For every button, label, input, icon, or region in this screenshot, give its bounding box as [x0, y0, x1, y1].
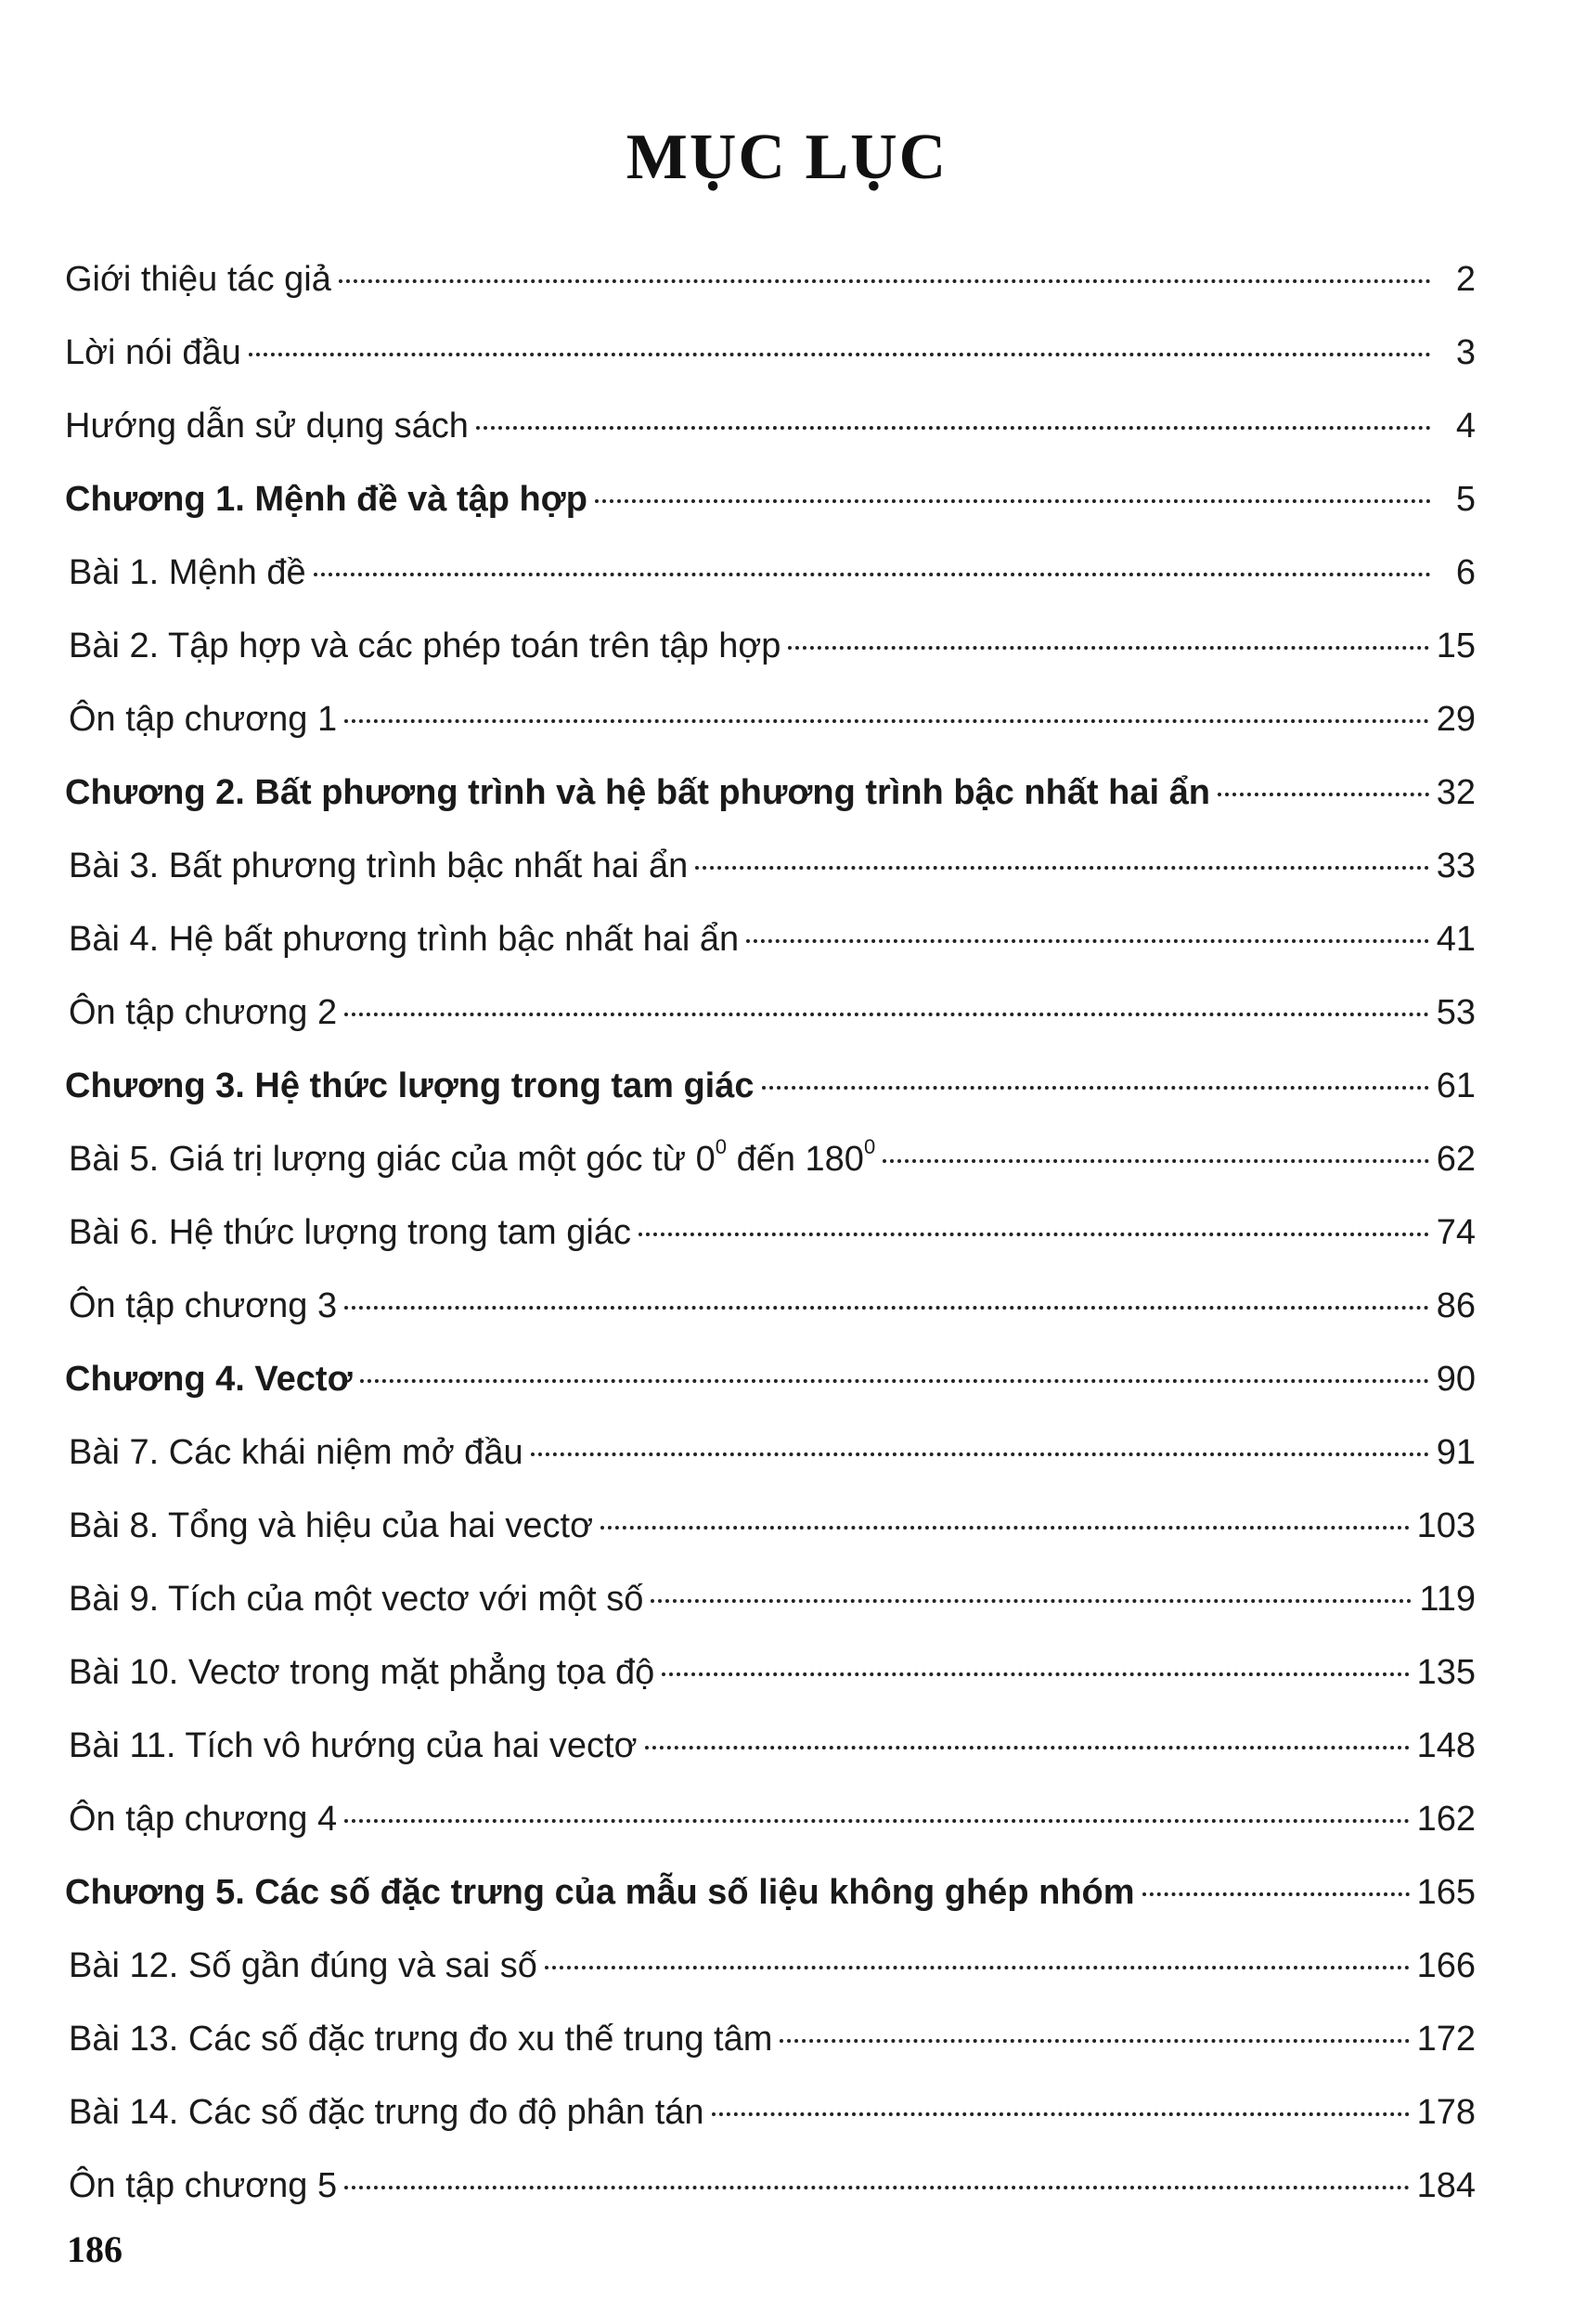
- dot-leader: [639, 1233, 1429, 1236]
- toc-entry: [65, 830, 1476, 903]
- toc-entry-title: Bài 4. Hệ bất phương trình bậc nhất hai ẩn: [69, 920, 740, 959]
- toc-entry: [65, 2003, 1476, 2076]
- toc-entry: [65, 1636, 1476, 1710]
- toc-entry-title: Ôn tập chương 5: [69, 2166, 338, 2205]
- toc-entry-page: 119: [1419, 1580, 1476, 1619]
- toc-entry-page: 29: [1436, 700, 1476, 739]
- dot-leader: [314, 573, 1431, 576]
- toc-entry-page: 33: [1436, 846, 1476, 885]
- toc-entry-title: Bài 6. Hệ thức lượng trong tam giác: [69, 1213, 631, 1252]
- dot-leader: [595, 499, 1431, 503]
- toc-entry-page: 86: [1436, 1286, 1476, 1325]
- toc-entry-page: 135: [1416, 1653, 1476, 1692]
- dot-leader: [645, 1746, 1410, 1749]
- toc-entry: [65, 1123, 1476, 1196]
- toc-entry: [65, 316, 1476, 390]
- toc-entry: [65, 2076, 1476, 2150]
- dot-leader: [545, 1966, 1410, 1969]
- toc-chapter-entry: [65, 463, 1476, 536]
- toc-entry-title: Bài 11. Tích vô hướng của hai vectơ: [69, 1726, 638, 1765]
- toc-entry-page: 2: [1455, 260, 1476, 299]
- toc-entry: [65, 1196, 1476, 1270]
- toc-entry: [65, 976, 1476, 1050]
- dot-leader: [339, 279, 1431, 283]
- toc-entry-page: 166: [1416, 1946, 1476, 1985]
- toc-entry-page: 172: [1416, 2020, 1476, 2059]
- toc-entry-title: Bài 8. Tổng và hiệu của hai vectơ: [69, 1506, 594, 1545]
- toc-entry-title: Chương 4. Vectơ: [65, 1360, 353, 1399]
- dot-leader: [712, 2112, 1410, 2116]
- toc-entry-page: 32: [1436, 773, 1476, 812]
- toc-entry-title: [69, 1123, 875, 1196]
- toc-entry: [65, 903, 1476, 976]
- toc-entry-title: Bài 14. Các số đặc trưng đo độ phân tán: [69, 2093, 704, 2132]
- toc-entry-page: 91: [1436, 1433, 1476, 1472]
- toc-entry-title: Giới thiệu tác giả: [65, 260, 331, 299]
- toc-entry-title: Bài 3. Bất phương trình bậc nhất hai ẩn: [69, 846, 689, 885]
- toc-entry-page: 178: [1416, 2093, 1476, 2132]
- toc-entry: [65, 2150, 1476, 2223]
- toc-entry-title: Bài 10. Vectơ trong mặt phẳng tọa độ: [69, 1653, 655, 1692]
- page-title: MỤC LỤC: [626, 122, 948, 193]
- dot-leader: [746, 939, 1429, 943]
- degree-superscript: 0: [715, 1135, 728, 1159]
- toc-entry: [65, 1930, 1476, 2003]
- toc-chapter-entry: [65, 1343, 1476, 1416]
- toc-entry-page: 184: [1416, 2166, 1476, 2205]
- toc-entry-title-part: Bài 5. Giá trị lượng giác của một góc từ 0: [69, 1140, 716, 1179]
- toc-entry-title: Ôn tập chương 2: [69, 993, 338, 1032]
- toc-entry-title: Chương 3. Hệ thức lượng trong tam giác: [65, 1066, 755, 1105]
- table-of-contents: [65, 243, 1476, 2223]
- dot-leader: [695, 866, 1428, 870]
- toc-entry-title: Bài 7. Các khái niệm mở đầu: [69, 1433, 523, 1472]
- toc-entry-title: Hướng dẫn sử dụng sách: [65, 407, 469, 445]
- toc-entry-title: Bài 9. Tích của một vectơ với một số: [69, 1580, 644, 1619]
- dot-leader: [360, 1379, 1429, 1383]
- toc-entry-page: 4: [1455, 407, 1476, 445]
- dot-leader: [651, 1599, 1412, 1603]
- toc-entry-title: Bài 13. Các số đặc trưng đo xu thế trung tâm: [69, 2020, 773, 2059]
- toc-entry-page: 41: [1436, 920, 1476, 959]
- toc-entry: [65, 1490, 1476, 1563]
- toc-entry-page: 62: [1436, 1140, 1476, 1179]
- toc-entry-page: 6: [1455, 553, 1476, 592]
- toc-entry: [65, 243, 1476, 316]
- dot-leader: [780, 2039, 1409, 2043]
- toc-entry-page: 15: [1436, 626, 1476, 665]
- toc-chapter-entry: [65, 756, 1476, 830]
- toc-entry-title: Lời nói đầu: [65, 333, 241, 372]
- dot-leader: [1218, 793, 1429, 796]
- toc-entry: [65, 1416, 1476, 1490]
- dot-leader: [662, 1672, 1409, 1676]
- toc-entry-title: Chương 2. Bất phương trình và hệ bất phương trình bậc nhất hai ẩn: [65, 773, 1210, 812]
- toc-entry-title: Bài 2. Tập hợp và các phép toán trên tập hợp: [69, 626, 781, 665]
- toc-entry-page: 148: [1416, 1726, 1476, 1765]
- toc-entry-page: 53: [1436, 993, 1476, 1032]
- dot-leader: [883, 1159, 1429, 1163]
- toc-entry-title: Bài 12. Số gần đúng và sai số: [69, 1946, 537, 1985]
- page-number: 186: [67, 2228, 123, 2270]
- toc-entry-title: Ôn tập chương 1: [69, 700, 338, 739]
- toc-entry-page: 74: [1436, 1213, 1476, 1252]
- degree-superscript: 0: [863, 1135, 876, 1159]
- toc-entry-page: 162: [1416, 1800, 1476, 1839]
- toc-entry: [65, 1270, 1476, 1343]
- toc-entry-page: 103: [1416, 1506, 1476, 1545]
- toc-entry-title: Ôn tập chương 4: [69, 1800, 338, 1839]
- dot-leader: [788, 646, 1428, 650]
- toc-chapter-entry: [65, 1050, 1476, 1123]
- toc-chapter-entry: [65, 1856, 1476, 1930]
- toc-entry: [65, 390, 1476, 463]
- dot-leader: [600, 1526, 1410, 1530]
- dot-leader: [1142, 1892, 1410, 1896]
- dot-leader: [344, 2186, 1410, 2189]
- dot-leader: [476, 426, 1431, 430]
- toc-entry: [65, 1563, 1476, 1636]
- toc-entry: [65, 610, 1476, 683]
- dot-leader: [762, 1086, 1429, 1090]
- toc-entry-page: 90: [1436, 1360, 1476, 1399]
- toc-entry-title: Bài 1. Mệnh đề: [69, 553, 306, 592]
- toc-entry: [65, 1710, 1476, 1783]
- toc-entry-title-part: đến 180: [727, 1140, 864, 1179]
- dot-leader: [344, 1306, 1429, 1310]
- toc-entry: [65, 536, 1476, 610]
- toc-entry-title: Chương 1. Mệnh đề và tập hợp: [65, 480, 587, 519]
- toc-entry-page: 61: [1436, 1066, 1476, 1105]
- toc-entry-title: Chương 5. Các số đặc trưng của mẫu số liệu không ghép nhóm: [65, 1873, 1135, 1912]
- toc-entry-page: 165: [1416, 1873, 1476, 1912]
- toc-entry-page: 5: [1455, 480, 1476, 519]
- dot-leader: [344, 1013, 1429, 1016]
- dot-leader: [344, 719, 1429, 723]
- dot-leader: [344, 1819, 1410, 1823]
- toc-entry: [65, 683, 1476, 756]
- dot-leader: [531, 1452, 1429, 1456]
- toc-entry: [65, 1783, 1476, 1856]
- toc-entry-page: 3: [1455, 333, 1476, 372]
- toc-entry-title: Ôn tập chương 3: [69, 1286, 338, 1325]
- dot-leader: [249, 353, 1431, 356]
